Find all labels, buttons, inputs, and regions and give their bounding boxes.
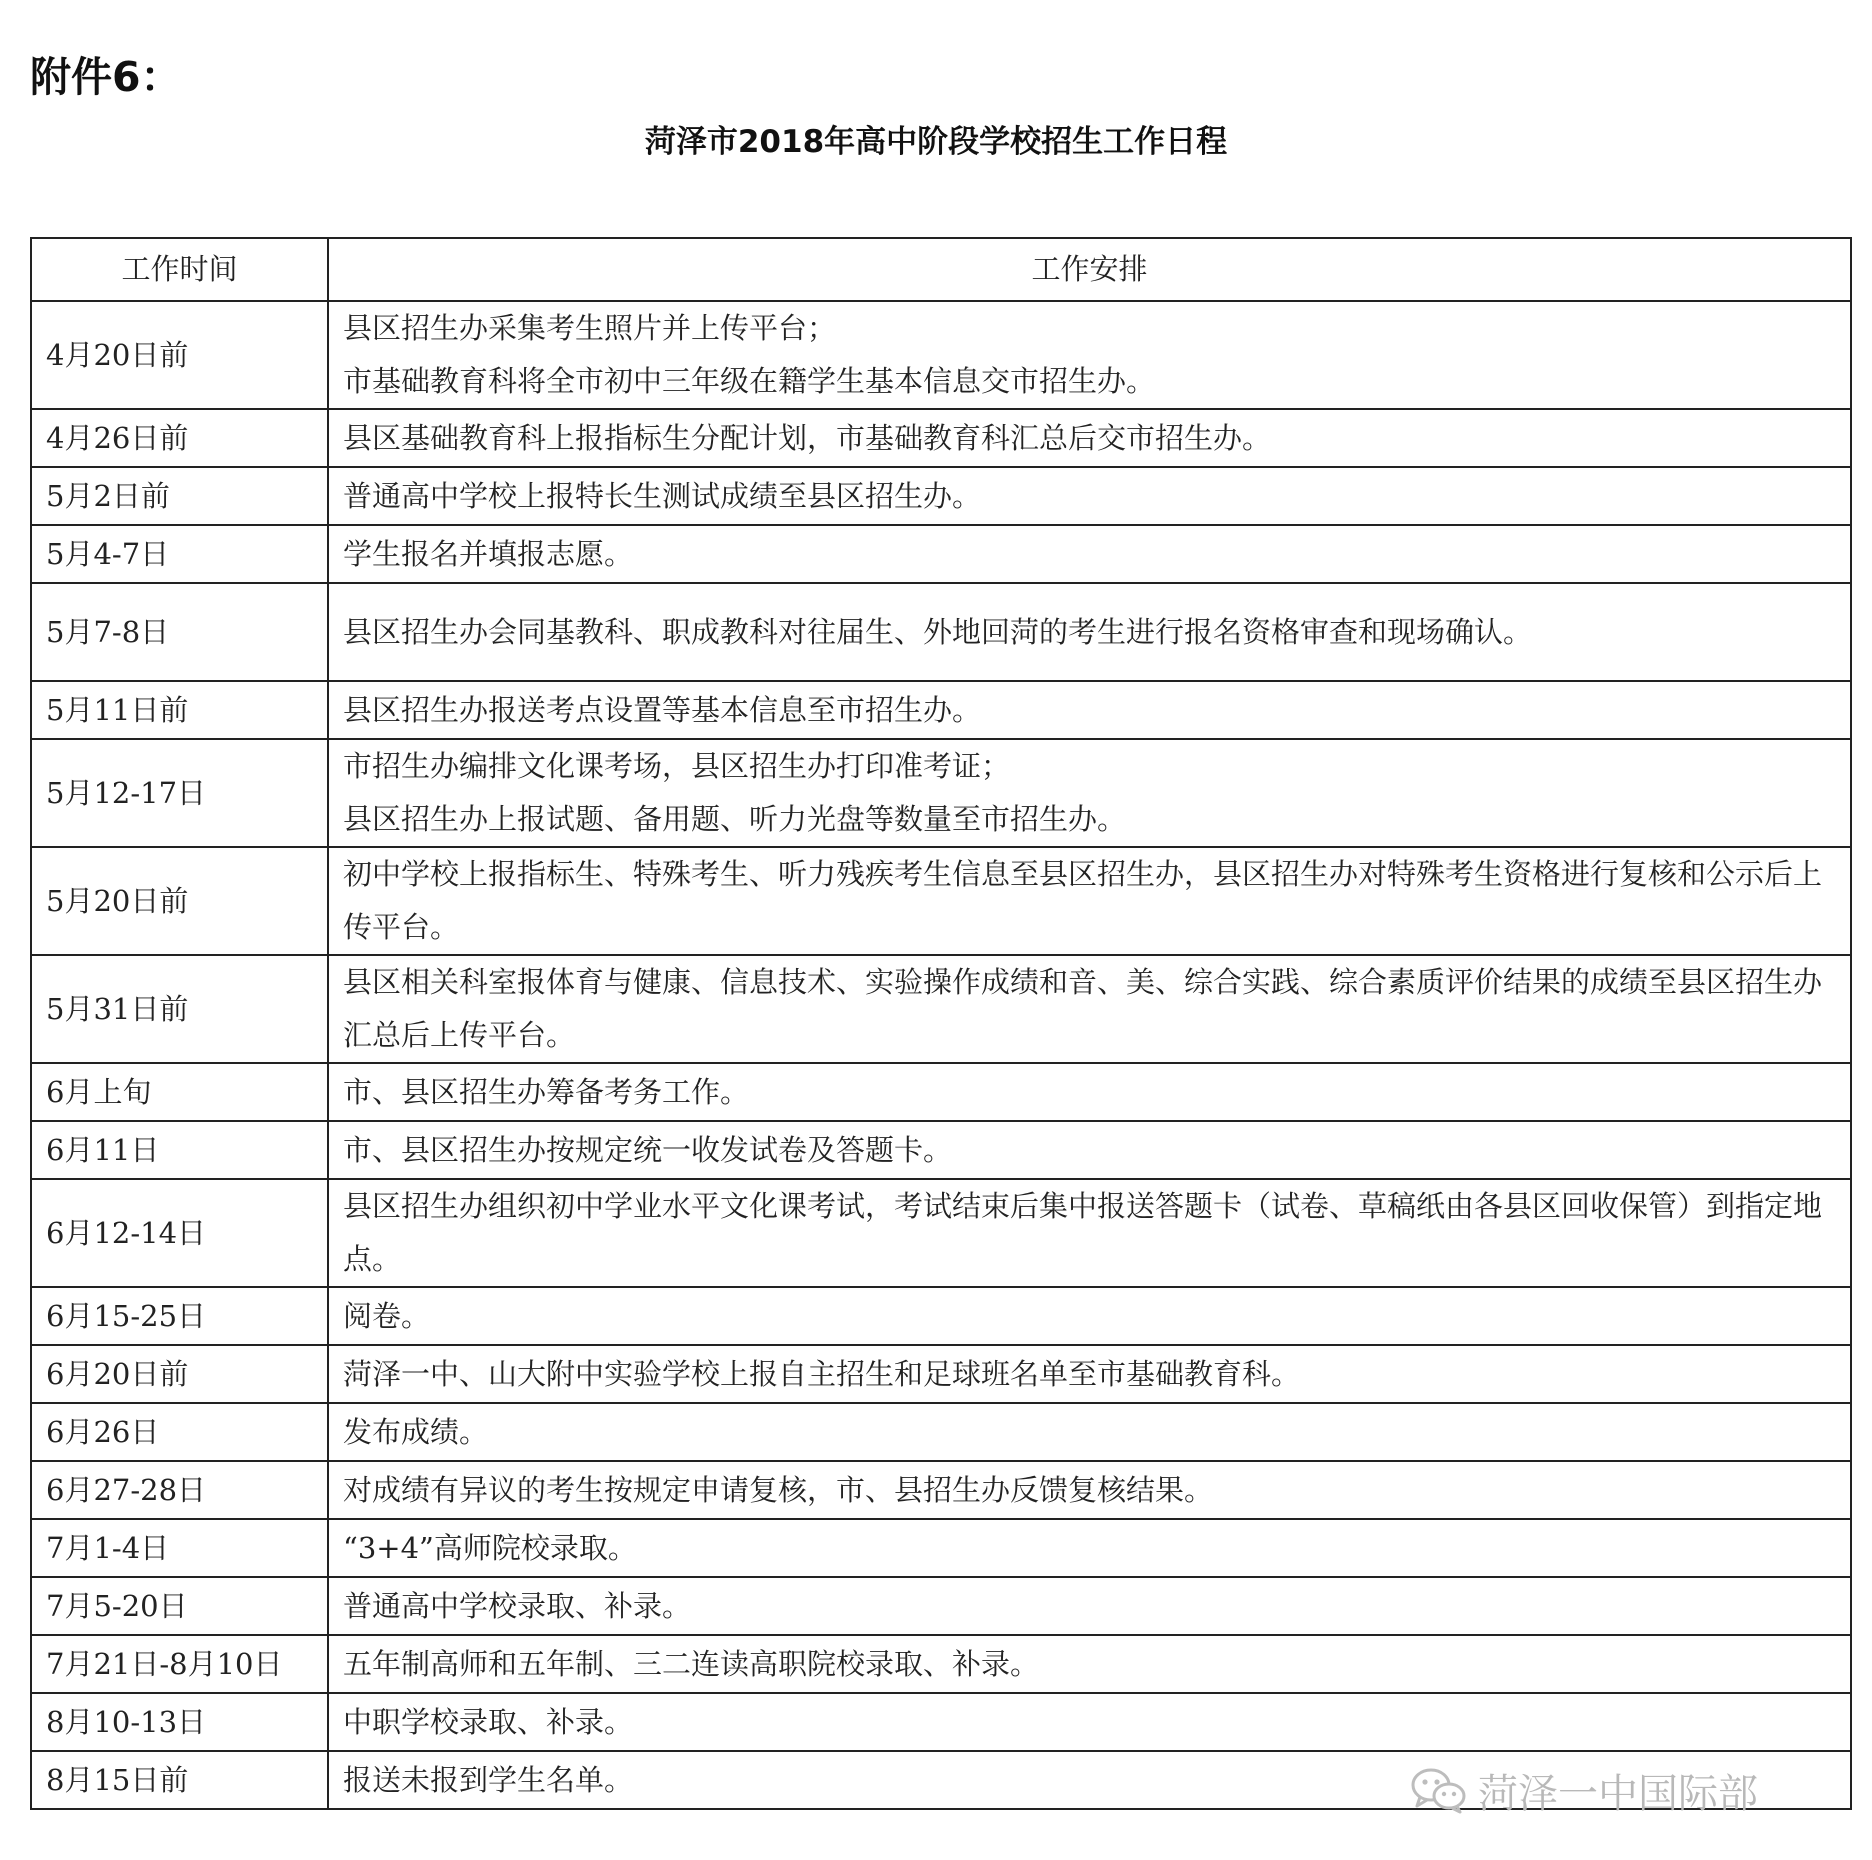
watermark-text: 菏泽一中国际部 bbox=[1478, 1770, 1758, 1817]
schedule-time: 5月12-17日 bbox=[31, 739, 328, 847]
schedule-time: 6月27-28日 bbox=[31, 1461, 328, 1519]
schedule-time: 7月5-20日 bbox=[31, 1577, 328, 1635]
schedule-task: 菏泽一中、山大附中实验学校上报自主招生和足球班名单至市基础教育科。 bbox=[328, 1345, 1851, 1403]
schedule-task: 初中学校上报指标生、特殊考生、听力残疾考生信息至县区招生办，县区招生办对特殊考生资格进行复核和公示后上传平台。 bbox=[328, 847, 1851, 955]
table-row bbox=[31, 1635, 1851, 1693]
schedule-task: 学生报名并填报志愿。 bbox=[328, 525, 1851, 583]
table-row bbox=[31, 1121, 1851, 1179]
schedule-time: 4月26日前 bbox=[31, 409, 328, 467]
table-row bbox=[31, 1577, 1851, 1635]
schedule-task: 普通高中学校录取、补录。 bbox=[328, 1577, 1851, 1635]
schedule-time: 5月2日前 bbox=[31, 467, 328, 525]
schedule-time: 6月20日前 bbox=[31, 1345, 328, 1403]
schedule-task: 市、县区招生办按规定统一收发试卷及答题卡。 bbox=[328, 1121, 1851, 1179]
schedule-task: 县区招生办会同基教科、职成教科对往届生、外地回菏的考生进行报名资格审查和现场确认。 bbox=[328, 583, 1851, 681]
table-row bbox=[31, 301, 1851, 409]
schedule-time: 4月20日前 bbox=[31, 301, 328, 409]
table-row bbox=[31, 681, 1851, 739]
schedule-task: 五年制高师和五年制、三二连读高职院校录取、补录。 bbox=[328, 1635, 1851, 1693]
schedule-time: 6月26日 bbox=[31, 1403, 328, 1461]
schedule-task: 中职学校录取、补录。 bbox=[328, 1693, 1851, 1751]
wechat-icon bbox=[1410, 1766, 1468, 1814]
schedule-time: 6月15-25日 bbox=[31, 1287, 328, 1345]
schedule-task: 发布成绩。 bbox=[328, 1403, 1851, 1461]
schedule-task: 阅卷。 bbox=[328, 1287, 1851, 1345]
schedule-task: 县区招生办采集考生照片并上传平台； 市基础教育科将全市初中三年级在籍学生基本信息交市招生办。 bbox=[328, 301, 1851, 409]
schedule-task: 县区基础教育科上报指标生分配计划，市基础教育科汇总后交市招生办。 bbox=[328, 409, 1851, 467]
schedule-time: 7月21日-8月10日 bbox=[31, 1635, 328, 1693]
column-header-task: 工作安排 bbox=[328, 238, 1851, 301]
table-row bbox=[31, 1179, 1851, 1287]
schedule-time: 7月1-4日 bbox=[31, 1519, 328, 1577]
table-row bbox=[31, 739, 1851, 847]
schedule-time: 5月4-7日 bbox=[31, 525, 328, 583]
schedule-task: 县区招生办报送考点设置等基本信息至市招生办。 bbox=[328, 681, 1851, 739]
schedule-task: 县区招生办组织初中学业水平文化课考试，考试结束后集中报送答题卡（试卷、草稿纸由各县区回收保管）到指定地点。 bbox=[328, 1179, 1851, 1287]
schedule-table bbox=[30, 237, 1852, 1810]
schedule-task: 市、县区招生办筹备考务工作。 bbox=[328, 1063, 1851, 1121]
schedule-task: 对成绩有异议的考生按规定申请复核，市、县招生办反馈复核结果。 bbox=[328, 1461, 1851, 1519]
table-row bbox=[31, 525, 1851, 583]
schedule-time: 5月7-8日 bbox=[31, 583, 328, 681]
table-row bbox=[31, 1345, 1851, 1403]
schedule-task: 报送未报到学生名单。 bbox=[328, 1751, 1851, 1809]
table-row bbox=[31, 467, 1851, 525]
table-header-row bbox=[31, 238, 1851, 301]
schedule-task: 普通高中学校上报特长生测试成绩至县区招生办。 bbox=[328, 467, 1851, 525]
table-row bbox=[31, 1519, 1851, 1577]
column-header-time: 工作时间 bbox=[31, 238, 328, 301]
schedule-time: 6月上旬 bbox=[31, 1063, 328, 1121]
schedule-time: 5月31日前 bbox=[31, 955, 328, 1063]
table-row bbox=[31, 1403, 1851, 1461]
schedule-time: 5月20日前 bbox=[31, 847, 328, 955]
schedule-time: 6月12-14日 bbox=[31, 1179, 328, 1287]
table-row bbox=[31, 955, 1851, 1063]
schedule-task: 县区相关科室报体育与健康、信息技术、实验操作成绩和音、美、综合实践、综合素质评价结果的成绩至县区招生办汇总后上传平台。 bbox=[328, 955, 1851, 1063]
schedule-task: 市招生办编排文化课考场，县区招生办打印准考证； 县区招生办上报试题、备用题、听力光盘等数量至市招生办。 bbox=[328, 739, 1851, 847]
schedule-time: 8月10-13日 bbox=[31, 1693, 328, 1751]
table-row bbox=[31, 409, 1851, 467]
table-row bbox=[31, 1063, 1851, 1121]
table-row bbox=[31, 1693, 1851, 1751]
schedule-task: “3+4”高师院校录取。 bbox=[328, 1519, 1851, 1577]
watermark bbox=[1410, 1760, 1758, 1820]
document-title: 菏泽市2018年高中阶段学校招生工作日程 bbox=[644, 124, 1228, 160]
table-row bbox=[31, 583, 1851, 681]
table-row bbox=[31, 1287, 1851, 1345]
table-row bbox=[31, 1461, 1851, 1519]
schedule-time: 5月11日前 bbox=[31, 681, 328, 739]
table-row bbox=[31, 847, 1851, 955]
schedule-time: 6月11日 bbox=[31, 1121, 328, 1179]
schedule-time: 8月15日前 bbox=[31, 1751, 328, 1809]
annex-label: 附件6： bbox=[30, 53, 182, 101]
